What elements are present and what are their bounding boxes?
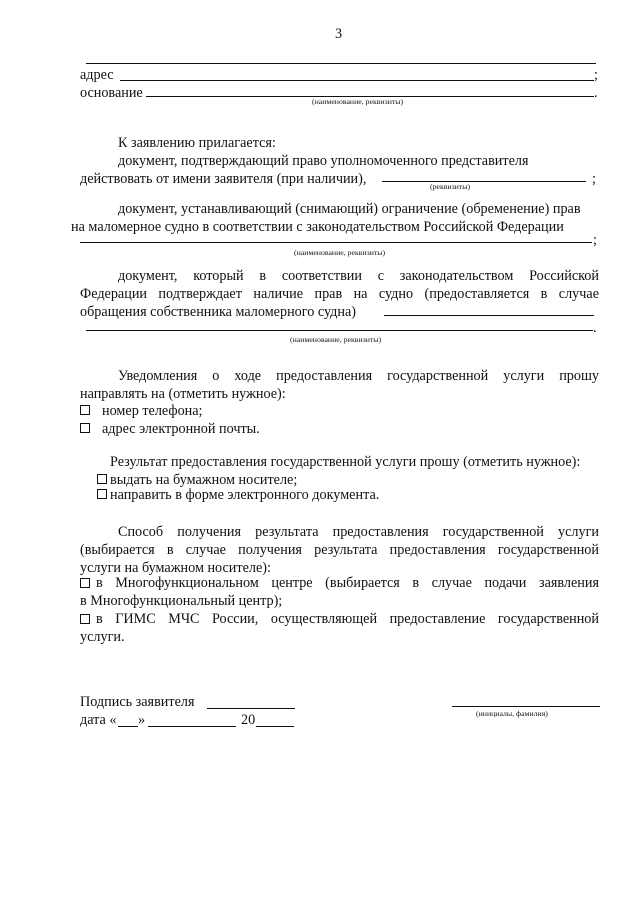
doc3-line1: документ, который в соответствии с законодательством Российской — [118, 268, 599, 284]
doc1-end-punct: ; — [592, 171, 596, 187]
date-year-prefix: 20 — [241, 712, 256, 728]
notifications-line1: Уведомления о ходе предоставления государственной услуги прошу — [118, 368, 599, 384]
gims-checkbox[interactable] — [80, 614, 90, 624]
address-label: адрес — [80, 67, 114, 83]
doc3-field-line-2[interactable] — [86, 330, 593, 331]
doc3-end-punct: . — [593, 320, 597, 336]
date-month-line[interactable] — [148, 726, 236, 727]
date-close-quote: » — [138, 712, 146, 728]
doc1-line1: документ, подтверждающий право уполномоченного представителя — [118, 153, 529, 169]
page-number: 3 — [335, 26, 343, 42]
mfc-checkbox[interactable] — [80, 578, 90, 588]
date-day-line[interactable] — [118, 726, 138, 727]
basis-caption: (наименование, реквизиты) — [312, 97, 404, 106]
method-line3: услуги на бумажном носителе): — [80, 560, 271, 576]
signature-label: Подпись заявителя — [80, 694, 195, 710]
gims-option-line2: услуги. — [80, 629, 125, 645]
phone-checkbox[interactable] — [80, 405, 90, 415]
date-year-line[interactable] — [256, 726, 294, 727]
doc2-field-line[interactable] — [80, 242, 592, 243]
address-field-line[interactable] — [120, 80, 594, 81]
doc3-line2: Федерации подтверждает наличие прав на судно (предоставляется в случае — [80, 286, 599, 302]
result-heading: Результат предоставления государственной услуги прошу (отметить нужное): — [110, 454, 581, 470]
mfc-option-line1: в Многофункциональном центре (выбирается в случае подачи заявления — [96, 575, 599, 591]
phone-option-label: номер телефона; — [102, 403, 203, 419]
doc3-field-line-1[interactable] — [384, 315, 594, 316]
doc3-line3: обращения собственника маломерного судна) — [80, 304, 357, 320]
address-end-punct: ; — [594, 67, 598, 83]
doc1-line2: действовать от имени заявителя (при наличии), — [80, 171, 367, 187]
doc1-field-line[interactable] — [382, 181, 586, 182]
mfc-option-line2: в Многофункциональный центр); — [80, 593, 283, 609]
basis-end-punct: . — [594, 85, 598, 101]
doc1-caption: (реквизиты) — [430, 182, 471, 191]
doc2-end-punct: ; — [593, 232, 597, 248]
doc2-line2: на маломерное судно в соответствии с законодательством Российской Федерации — [71, 219, 564, 235]
doc3-caption: (наименование, реквизиты) — [290, 335, 382, 344]
doc2-line1: документ, устанавливающий (снимающий) ограничение (обременение) прав — [118, 201, 581, 217]
attachments-heading: К заявлению прилагается: — [118, 135, 276, 151]
date-label: дата « — [80, 712, 117, 728]
paper-option-label: выдать на бумажном носителе; — [110, 472, 298, 488]
top-blank-line — [86, 63, 596, 64]
doc2-caption: (наименование, реквизиты) — [294, 248, 386, 257]
notifications-line2: направлять на (отметить нужное): — [80, 386, 286, 402]
electronic-option-label: направить в форме электронного документа. — [110, 487, 380, 503]
basis-label: основание — [80, 85, 143, 101]
signature-field-line[interactable] — [207, 708, 295, 709]
method-line2: (выбирается в случае получения результата предоставления государственной — [80, 542, 599, 558]
email-checkbox[interactable] — [80, 423, 90, 433]
email-option-label: адрес электронной почты. — [102, 421, 260, 437]
gims-option-line1: в ГИМС МЧС России, осуществляющей предоставление государственной — [96, 611, 599, 627]
initials-field-line[interactable] — [452, 706, 600, 707]
method-line1: Способ получения результата предоставления государственной услуги — [118, 524, 599, 540]
initials-caption: (инициалы, фамилия) — [476, 709, 548, 718]
paper-checkbox[interactable] — [97, 474, 107, 484]
electronic-checkbox[interactable] — [97, 489, 107, 499]
